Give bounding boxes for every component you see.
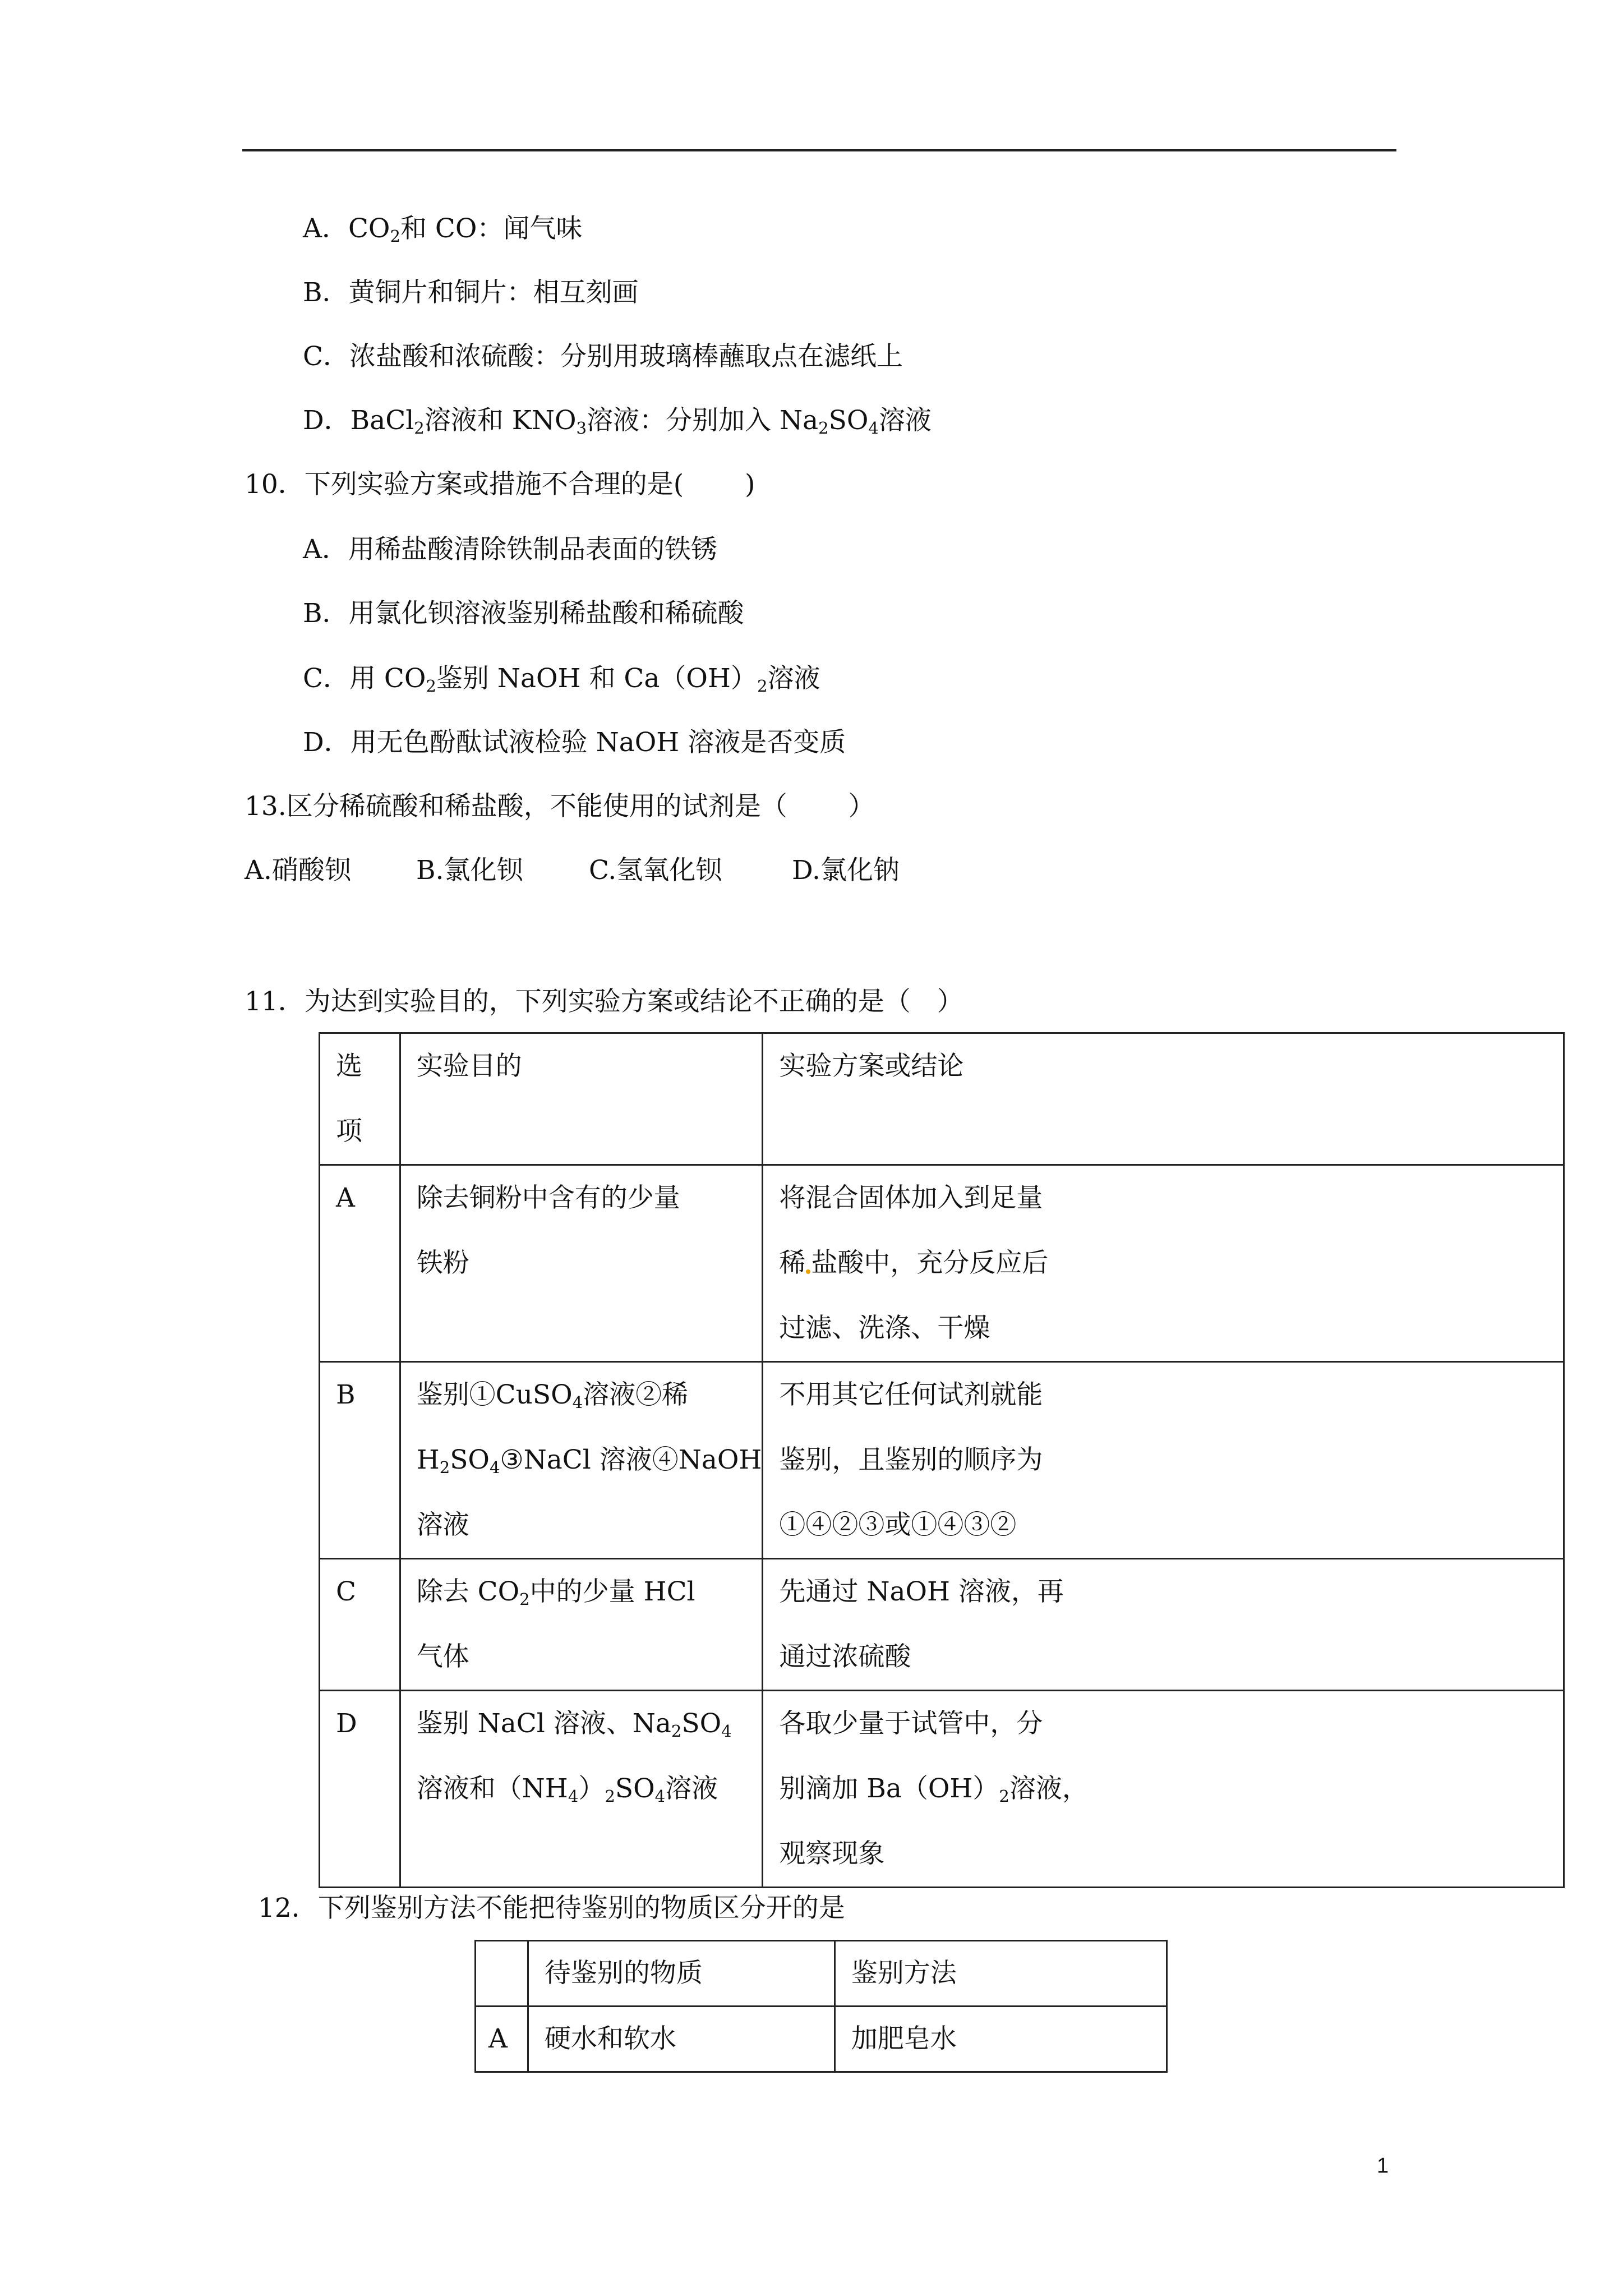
table-row (476, 2007, 1167, 2072)
q11-stem: 11．为达到实验目的，下列实验方案或结论不正确的是（ ） (245, 986, 963, 1017)
row-purpose: 鉴别①CuSO$_4$溶液②稀 $H_2SO_4③NaCl$ 溶液④NaOH 溶液 (400, 1362, 763, 1559)
q13-option-b: B.氯化钡 (416, 855, 523, 886)
q13-option-d: D.氯化钠 (792, 855, 900, 886)
header-option-cell: 选 项 (320, 1033, 400, 1165)
q11-table (319, 1032, 1565, 1888)
row-label: A (320, 1165, 400, 1362)
q13-stem: 13.区分稀硫酸和稀盐酸，不能使用的试剂是（ ） (245, 791, 875, 822)
table-header-row (320, 1033, 1564, 1165)
q12-stem: 12．下列鉴别方法不能把待鉴别的物质区分开的是 (258, 1893, 845, 1924)
header-purpose-cell: 实验目的 (400, 1033, 763, 1165)
table-row (320, 1691, 1564, 1888)
header-method-cell: 鉴别方法 (834, 1941, 1166, 2007)
table-row (320, 1362, 1564, 1559)
table-header-row (476, 1941, 1167, 2007)
q13-option-a: A.硝酸钡 (245, 855, 351, 886)
row-purpose: 鉴别 NaCl 溶液、$Na_2SO_4$ 溶液和$(NH_4)_2SO_4$溶液 (400, 1691, 763, 1888)
q9-option-c: C．浓盐酸和浓硫酸：分别用玻璃棒蘸取点在滤纸上 (303, 341, 903, 372)
q10-option-b: B．用氯化钡溶液鉴别稀盐酸和稀硫酸 (303, 598, 744, 629)
row-plan: 先通过 NaOH 溶液，再 通过浓硫酸 (763, 1559, 1564, 1691)
row-purpose: 除去 $CO_2$中的少量 HCl 气体 (400, 1559, 763, 1691)
q12-table (474, 1940, 1168, 2073)
q10-stem: 10．下列实验方案或措施不合理的是( ) (245, 469, 755, 500)
q10-option-c: C．用 $CO_2$鉴别 NaOH 和 $Ca(OH)_2$溶液 (303, 663, 820, 696)
table-row (320, 1165, 1564, 1362)
row-label: B (320, 1362, 400, 1559)
row-purpose: 除去铜粉中含有的少量 铁粉 (400, 1165, 763, 1362)
page-number: 1 (1377, 2154, 1389, 2178)
table-row (320, 1559, 1564, 1691)
row-label: A (476, 2007, 528, 2072)
row-method: 加肥皂水 (834, 2007, 1166, 2072)
row-label: C (320, 1559, 400, 1691)
q10-option-a: A．用稀盐酸清除铁制品表面的铁锈 (303, 534, 717, 565)
row-plan: 不用其它任何试剂就能 鉴别，且鉴别的顺序为 ①④②③或①④③② (763, 1362, 1564, 1559)
q9-option-d: D．BaCl$_2$溶液和 $KNO_3$溶液：分别加入 $Na_2SO_4$溶液 (303, 405, 932, 438)
q13-option-c: C.氢氧化钡 (589, 855, 722, 886)
row-label: D (320, 1691, 400, 1888)
header-plan-cell: 实验方案或结论 (763, 1033, 1564, 1165)
q9-option-b: B．黄铜片和铜片：相互刻画 (303, 277, 639, 308)
q9-option-a: A．$CO_2$和 CO：闻气味 (303, 213, 583, 246)
row-plan: 各取少量于试管中，分 别滴加 $Ba(OH)_2$溶液， 观察现象 (763, 1691, 1564, 1888)
header-blank-cell (476, 1941, 528, 2007)
header-rule (242, 149, 1396, 151)
highlight-mark (806, 1269, 810, 1274)
q10-option-d: D．用无色酚酞试液检验 NaOH 溶液是否变质 (303, 727, 846, 758)
row-plan: 将混合固体加入到足量 稀 盐酸中，充分反应后 过滤、洗涤、干燥 (763, 1165, 1564, 1362)
header-substance-cell: 待鉴别的物质 (528, 1941, 834, 2007)
row-substance: 硬水和软水 (528, 2007, 834, 2072)
